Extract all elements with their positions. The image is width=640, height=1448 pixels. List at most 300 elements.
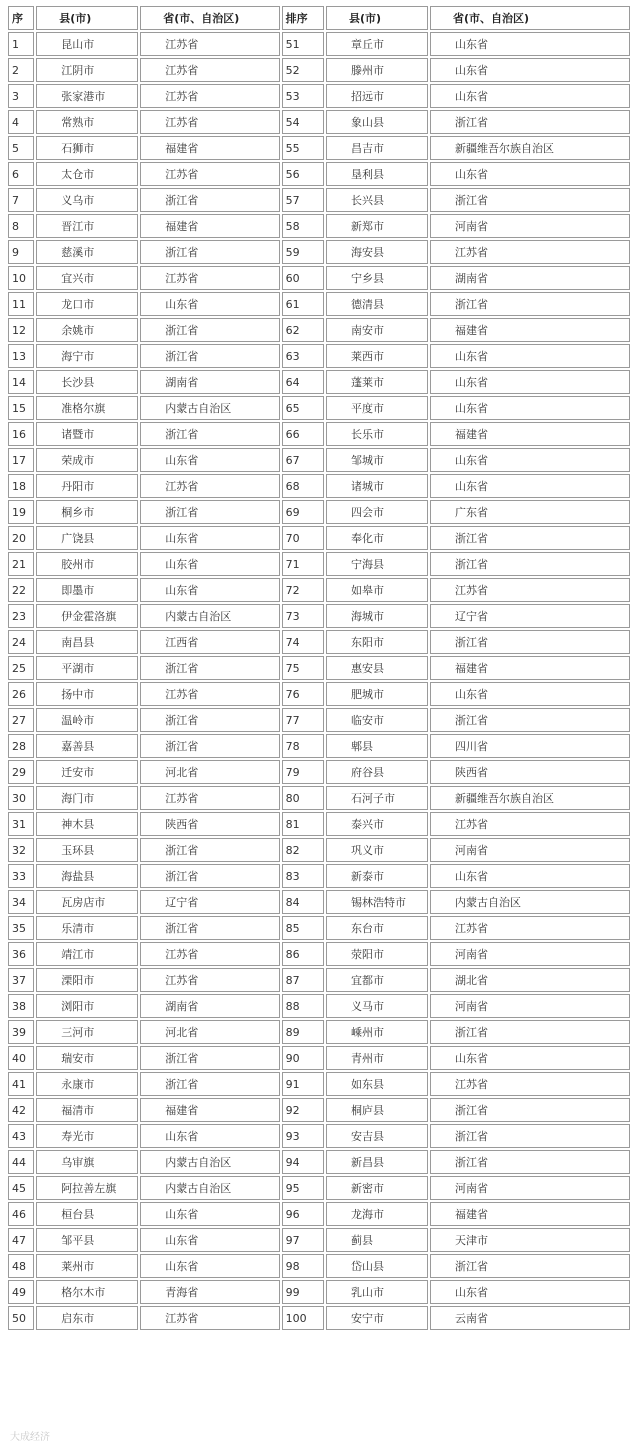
county-cell: 江阴市 — [36, 58, 138, 82]
province-cell: 江苏省 — [140, 84, 279, 108]
table-row — [8, 292, 630, 316]
table-row — [8, 214, 630, 238]
rank-cell: 37 — [8, 968, 34, 992]
table-row — [8, 266, 630, 290]
county-cell: 肥城市 — [326, 682, 428, 706]
header-county-left: 县(市) — [36, 6, 138, 30]
province-cell: 江西省 — [140, 630, 279, 654]
rank-cell: 41 — [8, 1072, 34, 1096]
province-cell: 山东省 — [430, 682, 630, 706]
rank-cell: 16 — [8, 422, 34, 446]
province-cell: 河北省 — [140, 760, 279, 784]
county-cell: 府谷县 — [326, 760, 428, 784]
province-cell: 江苏省 — [140, 682, 279, 706]
table-row — [8, 1280, 630, 1304]
county-cell: 诸暨市 — [36, 422, 138, 446]
province-cell: 山东省 — [430, 1280, 630, 1304]
table-row — [8, 32, 630, 56]
county-cell: 义乌市 — [36, 188, 138, 212]
province-cell: 新疆维吾尔族自治区 — [430, 136, 630, 160]
rank-cell: 12 — [8, 318, 34, 342]
table-row — [8, 760, 630, 784]
province-cell: 山东省 — [140, 292, 279, 316]
province-cell: 湖南省 — [140, 994, 279, 1018]
county-cell: 海门市 — [36, 786, 138, 810]
rank-cell: 75 — [282, 656, 324, 680]
county-cell: 奉化市 — [326, 526, 428, 550]
county-cell: 长乐市 — [326, 422, 428, 446]
rank-cell: 7 — [8, 188, 34, 212]
province-cell: 河北省 — [140, 1020, 279, 1044]
rank-cell: 35 — [8, 916, 34, 940]
rank-cell: 14 — [8, 370, 34, 394]
province-cell: 江苏省 — [140, 32, 279, 56]
province-cell: 江苏省 — [430, 1072, 630, 1096]
table-row — [8, 136, 630, 160]
rank-cell: 3 — [8, 84, 34, 108]
county-cell: 玉环县 — [36, 838, 138, 862]
rank-cell: 46 — [8, 1202, 34, 1226]
province-cell: 陕西省 — [140, 812, 279, 836]
rank-cell: 68 — [282, 474, 324, 498]
rank-cell: 10 — [8, 266, 34, 290]
county-cell: 伊金霍洛旗 — [36, 604, 138, 628]
province-cell: 浙江省 — [140, 1072, 279, 1096]
rank-cell: 57 — [282, 188, 324, 212]
table-row — [8, 1176, 630, 1200]
table-row — [8, 1228, 630, 1252]
table-row — [8, 1046, 630, 1070]
county-cell: 即墨市 — [36, 578, 138, 602]
county-cell: 靖江市 — [36, 942, 138, 966]
rank-cell: 56 — [282, 162, 324, 186]
county-cell: 锡林浩特市 — [326, 890, 428, 914]
rank-cell: 32 — [8, 838, 34, 862]
table-row — [8, 1150, 630, 1174]
rank-cell: 80 — [282, 786, 324, 810]
county-cell: 福清市 — [36, 1098, 138, 1122]
rank-cell: 91 — [282, 1072, 324, 1096]
rank-cell: 1 — [8, 32, 34, 56]
county-ranking-table — [6, 4, 632, 1332]
province-cell: 福建省 — [140, 1098, 279, 1122]
county-cell: 张家港市 — [36, 84, 138, 108]
rank-cell: 86 — [282, 942, 324, 966]
province-cell: 山东省 — [430, 84, 630, 108]
county-cell: 岱山县 — [326, 1254, 428, 1278]
table-row — [8, 734, 630, 758]
county-cell: 石河子市 — [326, 786, 428, 810]
rank-cell: 9 — [8, 240, 34, 264]
rank-cell: 2 — [8, 58, 34, 82]
table-row — [8, 1098, 630, 1122]
province-cell: 浙江省 — [430, 526, 630, 550]
province-cell: 山东省 — [430, 1046, 630, 1070]
province-cell: 浙江省 — [430, 1020, 630, 1044]
province-cell: 浙江省 — [140, 708, 279, 732]
province-cell: 江苏省 — [430, 578, 630, 602]
rank-cell: 4 — [8, 110, 34, 134]
rank-cell: 50 — [8, 1306, 34, 1330]
rank-cell: 25 — [8, 656, 34, 680]
province-cell: 山东省 — [140, 448, 279, 472]
rank-cell: 96 — [282, 1202, 324, 1226]
county-cell: 宜兴市 — [36, 266, 138, 290]
province-cell: 江苏省 — [430, 812, 630, 836]
header-rank-left: 序 — [8, 6, 34, 30]
table-row — [8, 500, 630, 524]
rank-cell: 90 — [282, 1046, 324, 1070]
province-cell: 山东省 — [140, 1202, 279, 1226]
rank-cell: 18 — [8, 474, 34, 498]
rank-cell: 44 — [8, 1150, 34, 1174]
county-cell: 嘉善县 — [36, 734, 138, 758]
county-cell: 象山县 — [326, 110, 428, 134]
table-row — [8, 110, 630, 134]
province-cell: 山东省 — [140, 552, 279, 576]
county-cell: 桐庐县 — [326, 1098, 428, 1122]
county-cell: 胶州市 — [36, 552, 138, 576]
header-province-left: 省(市、自治区) — [140, 6, 279, 30]
rank-cell: 52 — [282, 58, 324, 82]
rank-cell: 43 — [8, 1124, 34, 1148]
rank-cell: 99 — [282, 1280, 324, 1304]
province-cell: 浙江省 — [430, 1150, 630, 1174]
rank-cell: 55 — [282, 136, 324, 160]
county-cell: 荥阳市 — [326, 942, 428, 966]
rank-cell: 82 — [282, 838, 324, 862]
rank-cell: 22 — [8, 578, 34, 602]
rank-cell: 5 — [8, 136, 34, 160]
rank-cell: 64 — [282, 370, 324, 394]
table-header-row — [8, 6, 630, 30]
province-cell: 浙江省 — [430, 630, 630, 654]
county-cell: 海安县 — [326, 240, 428, 264]
province-cell: 江苏省 — [140, 474, 279, 498]
province-cell: 山东省 — [140, 1124, 279, 1148]
rank-cell: 40 — [8, 1046, 34, 1070]
table-row — [8, 1202, 630, 1226]
rank-cell: 45 — [8, 1176, 34, 1200]
province-cell: 浙江省 — [430, 188, 630, 212]
table-row — [8, 682, 630, 706]
province-cell: 山东省 — [140, 526, 279, 550]
province-cell: 福建省 — [430, 422, 630, 446]
county-cell: 平度市 — [326, 396, 428, 420]
table-row — [8, 84, 630, 108]
rank-cell: 89 — [282, 1020, 324, 1044]
province-cell: 青海省 — [140, 1280, 279, 1304]
province-cell: 江苏省 — [430, 240, 630, 264]
province-cell: 浙江省 — [140, 500, 279, 524]
province-cell: 浙江省 — [430, 110, 630, 134]
province-cell: 江苏省 — [140, 1306, 279, 1330]
rank-cell: 20 — [8, 526, 34, 550]
rank-cell: 13 — [8, 344, 34, 368]
province-cell: 福建省 — [140, 214, 279, 238]
province-cell: 四川省 — [430, 734, 630, 758]
county-cell: 常熟市 — [36, 110, 138, 134]
county-cell: 章丘市 — [326, 32, 428, 56]
province-cell: 湖南省 — [430, 266, 630, 290]
province-cell: 江苏省 — [140, 968, 279, 992]
county-cell: 莱西市 — [326, 344, 428, 368]
rank-cell: 11 — [8, 292, 34, 316]
rank-cell: 54 — [282, 110, 324, 134]
rank-cell: 93 — [282, 1124, 324, 1148]
county-cell: 长兴县 — [326, 188, 428, 212]
province-cell: 山东省 — [430, 162, 630, 186]
county-cell: 南昌县 — [36, 630, 138, 654]
province-cell: 山东省 — [430, 344, 630, 368]
county-cell: 荣成市 — [36, 448, 138, 472]
province-cell: 浙江省 — [140, 188, 279, 212]
province-cell: 河南省 — [430, 214, 630, 238]
province-cell: 内蒙古自治区 — [140, 396, 279, 420]
province-cell: 江苏省 — [140, 266, 279, 290]
county-cell: 海盐县 — [36, 864, 138, 888]
rank-cell: 28 — [8, 734, 34, 758]
rank-cell: 71 — [282, 552, 324, 576]
rank-cell: 47 — [8, 1228, 34, 1252]
rank-cell: 58 — [282, 214, 324, 238]
rank-cell: 77 — [282, 708, 324, 732]
rank-cell: 53 — [282, 84, 324, 108]
rank-cell: 83 — [282, 864, 324, 888]
table-row — [8, 162, 630, 186]
county-cell: 海城市 — [326, 604, 428, 628]
table-row — [8, 370, 630, 394]
province-cell: 山东省 — [430, 370, 630, 394]
county-cell: 德清县 — [326, 292, 428, 316]
province-cell: 辽宁省 — [430, 604, 630, 628]
rank-cell: 42 — [8, 1098, 34, 1122]
rank-cell: 8 — [8, 214, 34, 238]
table-row — [8, 474, 630, 498]
rank-cell: 85 — [282, 916, 324, 940]
province-cell: 浙江省 — [140, 916, 279, 940]
county-cell: 永康市 — [36, 1072, 138, 1096]
table-row — [8, 1124, 630, 1148]
province-cell: 浙江省 — [140, 1046, 279, 1070]
province-cell: 内蒙古自治区 — [140, 1150, 279, 1174]
province-cell: 湖南省 — [140, 370, 279, 394]
county-cell: 义马市 — [326, 994, 428, 1018]
province-cell: 江苏省 — [140, 162, 279, 186]
county-cell: 蓬莱市 — [326, 370, 428, 394]
table-row — [8, 994, 630, 1018]
county-cell: 龙口市 — [36, 292, 138, 316]
rank-cell: 24 — [8, 630, 34, 654]
county-cell: 新昌县 — [326, 1150, 428, 1174]
header-province-right: 省(市、自治区) — [430, 6, 630, 30]
province-cell: 浙江省 — [140, 240, 279, 264]
county-cell: 乌审旗 — [36, 1150, 138, 1174]
rank-cell: 87 — [282, 968, 324, 992]
rank-cell: 97 — [282, 1228, 324, 1252]
rank-cell: 73 — [282, 604, 324, 628]
province-cell: 内蒙古自治区 — [140, 604, 279, 628]
rank-cell: 66 — [282, 422, 324, 446]
table-body — [8, 32, 630, 1330]
county-cell: 晋江市 — [36, 214, 138, 238]
county-cell: 昌吉市 — [326, 136, 428, 160]
header-rank-right: 排序 — [282, 6, 324, 30]
ranking-table-page — [6, 4, 632, 1332]
province-cell: 浙江省 — [430, 1098, 630, 1122]
table-row — [8, 396, 630, 420]
province-cell: 山东省 — [430, 474, 630, 498]
table-row — [8, 318, 630, 342]
rank-cell: 17 — [8, 448, 34, 472]
province-cell: 浙江省 — [140, 864, 279, 888]
county-cell: 新郑市 — [326, 214, 428, 238]
county-cell: 长沙县 — [36, 370, 138, 394]
province-cell: 浙江省 — [140, 422, 279, 446]
county-cell: 海宁市 — [36, 344, 138, 368]
province-cell: 浙江省 — [140, 838, 279, 862]
rank-cell: 38 — [8, 994, 34, 1018]
county-cell: 余姚市 — [36, 318, 138, 342]
rank-cell: 29 — [8, 760, 34, 784]
rank-cell: 31 — [8, 812, 34, 836]
table-row — [8, 708, 630, 732]
table-row — [8, 1306, 630, 1330]
province-cell: 山东省 — [430, 448, 630, 472]
rank-cell: 84 — [282, 890, 324, 914]
rank-cell: 69 — [282, 500, 324, 524]
rank-cell: 70 — [282, 526, 324, 550]
province-cell: 江苏省 — [140, 786, 279, 810]
county-cell: 莱州市 — [36, 1254, 138, 1278]
county-cell: 诸城市 — [326, 474, 428, 498]
table-row — [8, 188, 630, 212]
province-cell: 新疆维吾尔族自治区 — [430, 786, 630, 810]
province-cell: 浙江省 — [140, 318, 279, 342]
county-cell: 乳山市 — [326, 1280, 428, 1304]
table-row — [8, 604, 630, 628]
county-cell: 平湖市 — [36, 656, 138, 680]
rank-cell: 51 — [282, 32, 324, 56]
rank-cell: 23 — [8, 604, 34, 628]
table-row — [8, 1254, 630, 1278]
county-cell: 温岭市 — [36, 708, 138, 732]
county-cell: 昆山市 — [36, 32, 138, 56]
county-cell: 迁安市 — [36, 760, 138, 784]
rank-cell: 26 — [8, 682, 34, 706]
table-row — [8, 916, 630, 940]
province-cell: 河南省 — [430, 838, 630, 862]
rank-cell: 72 — [282, 578, 324, 602]
county-cell: 滕州市 — [326, 58, 428, 82]
rank-cell: 19 — [8, 500, 34, 524]
table-row — [8, 786, 630, 810]
province-cell: 浙江省 — [430, 1124, 630, 1148]
province-cell: 湖北省 — [430, 968, 630, 992]
province-cell: 陕西省 — [430, 760, 630, 784]
table-row — [8, 838, 630, 862]
county-cell: 格尔木市 — [36, 1280, 138, 1304]
rank-cell: 74 — [282, 630, 324, 654]
province-cell: 浙江省 — [430, 552, 630, 576]
county-cell: 东阳市 — [326, 630, 428, 654]
province-cell: 浙江省 — [140, 344, 279, 368]
rank-cell: 65 — [282, 396, 324, 420]
rank-cell: 95 — [282, 1176, 324, 1200]
province-cell: 福建省 — [430, 1202, 630, 1226]
rank-cell: 15 — [8, 396, 34, 420]
table-row — [8, 448, 630, 472]
rank-cell: 63 — [282, 344, 324, 368]
county-cell: 丹阳市 — [36, 474, 138, 498]
county-cell: 准格尔旗 — [36, 396, 138, 420]
table-row — [8, 344, 630, 368]
watermark-text: 大成经济 — [10, 1432, 50, 1443]
rank-cell: 62 — [282, 318, 324, 342]
county-cell: 东台市 — [326, 916, 428, 940]
province-cell: 云南省 — [430, 1306, 630, 1330]
rank-cell: 33 — [8, 864, 34, 888]
province-cell: 江苏省 — [140, 942, 279, 966]
rank-cell: 36 — [8, 942, 34, 966]
province-cell: 山东省 — [430, 32, 630, 56]
table-row — [8, 942, 630, 966]
province-cell: 河南省 — [430, 942, 630, 966]
province-cell: 浙江省 — [140, 734, 279, 758]
county-cell: 嵊州市 — [326, 1020, 428, 1044]
province-cell: 天津市 — [430, 1228, 630, 1252]
table-row — [8, 578, 630, 602]
table-row — [8, 552, 630, 576]
rank-cell: 30 — [8, 786, 34, 810]
province-cell: 福建省 — [140, 136, 279, 160]
table-row — [8, 656, 630, 680]
rank-cell: 34 — [8, 890, 34, 914]
table-row — [8, 1020, 630, 1044]
province-cell: 浙江省 — [430, 1254, 630, 1278]
county-cell: 安吉县 — [326, 1124, 428, 1148]
rank-cell: 60 — [282, 266, 324, 290]
province-cell: 内蒙古自治区 — [140, 1176, 279, 1200]
county-cell: 招远市 — [326, 84, 428, 108]
province-cell: 浙江省 — [140, 656, 279, 680]
county-cell: 邹平县 — [36, 1228, 138, 1252]
table-row — [8, 630, 630, 654]
county-cell: 南安市 — [326, 318, 428, 342]
county-cell: 惠安县 — [326, 656, 428, 680]
rank-cell: 76 — [282, 682, 324, 706]
rank-cell: 67 — [282, 448, 324, 472]
county-cell: 宁乡县 — [326, 266, 428, 290]
table-row — [8, 422, 630, 446]
county-cell: 慈溪市 — [36, 240, 138, 264]
county-cell: 石狮市 — [36, 136, 138, 160]
header-county-right: 县(市) — [326, 6, 428, 30]
province-cell: 山东省 — [140, 578, 279, 602]
county-cell: 宜都市 — [326, 968, 428, 992]
rank-cell: 48 — [8, 1254, 34, 1278]
table-row — [8, 890, 630, 914]
county-cell: 瑞安市 — [36, 1046, 138, 1070]
province-cell: 内蒙古自治区 — [430, 890, 630, 914]
rank-cell: 21 — [8, 552, 34, 576]
county-cell: 神木县 — [36, 812, 138, 836]
table-row — [8, 526, 630, 550]
county-cell: 乐清市 — [36, 916, 138, 940]
county-cell: 临安市 — [326, 708, 428, 732]
county-cell: 启东市 — [36, 1306, 138, 1330]
province-cell: 江苏省 — [140, 58, 279, 82]
